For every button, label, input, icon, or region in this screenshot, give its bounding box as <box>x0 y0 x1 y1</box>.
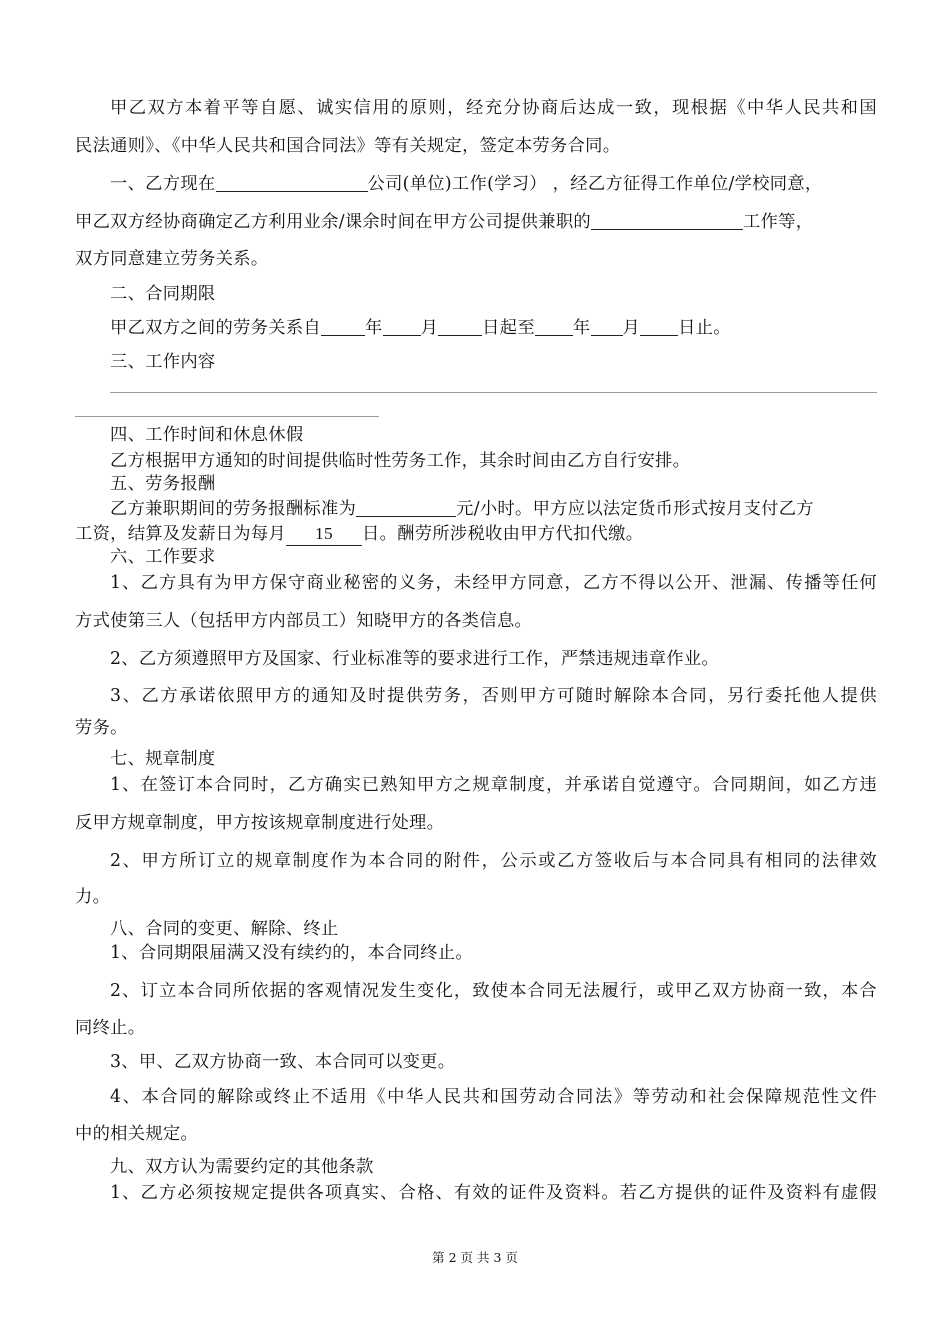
clause1-text-b: 公司(单位)工作(学习） ，经乙方征得工作单位/学校同意， <box>367 174 823 194</box>
clause5-line-2 <box>75 523 877 546</box>
clause8-item3: 3、甲、乙双方协商一致、本合同可以变更。 <box>110 1052 456 1072</box>
term-text-2: 年 <box>364 318 383 338</box>
work-content-blank-line-1 <box>110 392 877 393</box>
intro-line-2: 民法通则》、《中华人民共和国合同法》等有关规定，签定本劳务合同。 <box>75 136 621 156</box>
clause1-text-a: 一、乙方现在 <box>110 174 216 194</box>
clause7-item2-line-2: 力。 <box>75 887 111 907</box>
clause1-text-d: 工作等， <box>742 212 814 232</box>
end-month-blank <box>591 318 623 336</box>
clause1-line-1 <box>110 173 877 195</box>
clause8-item2-line-1: 2、订立本合同所依据的客观情况发生变化，致使本合同无法履行，或甲乙双方协商一致，本合 <box>110 981 877 1001</box>
end-day-blank <box>640 318 678 336</box>
clause6-item3-line-2: 劳务。 <box>75 718 128 738</box>
job-blank <box>591 212 743 230</box>
pay-text-d: 日。酬劳所涉税收由甲方代扣代缴。 <box>361 524 644 544</box>
clause5-heading: 五、劳务报酬 <box>110 474 216 494</box>
pay-text-a: 乙方兼职期间的劳务报酬标准为 <box>110 499 357 519</box>
clause6-item1-line-1: 1、乙方具有为甲方保守商业秘密的义务，未经甲方同意，乙方不得以公开、泄漏、传播等任何 <box>110 573 877 593</box>
term-text-6: 月 <box>622 318 641 338</box>
clause9-item1-line-1: 1、乙方必须按规定提供各项真实、合格、有效的证件及资料。若乙方提供的证件及资料有虚假 <box>110 1183 877 1203</box>
intro-line-1: 甲乙双方本着平等自愿、诚实信用的原则，经充分协商后达成一致，现根据《中华人民共和国 <box>110 98 877 118</box>
page-number-footer: 第 2 页 共 3 页 <box>432 1250 518 1265</box>
term-text-7: 日止。 <box>678 318 731 338</box>
clause4-heading: 四、工作时间和休息休假 <box>110 425 304 445</box>
end-year-blank <box>535 318 573 336</box>
clause4-text: 乙方根据甲方通知的时间提供临时性劳务工作，其余时间由乙方自行安排。 <box>110 451 691 471</box>
clause7-item1-line-2: 反甲方规章制度，甲方按该规章制度进行处理。 <box>75 813 445 833</box>
clause6-heading: 六、工作要求 <box>110 547 216 567</box>
hourly-rate-blank <box>356 499 456 517</box>
start-month-blank <box>383 318 421 336</box>
clause2-heading: 二、合同期限 <box>110 284 216 304</box>
clause2-term-line <box>110 317 877 339</box>
payday-value: 15 <box>286 523 362 546</box>
clause7-item1-line-1: 1、在签订本合同时，乙方确实已熟知甲方之规章制度，并承诺自觉遵守。合同期间，如乙方违 <box>110 775 877 795</box>
start-year-blank <box>321 318 365 336</box>
clause8-item2-line-2: 同终止。 <box>75 1018 146 1038</box>
term-text-3: 月 <box>420 318 439 338</box>
clause7-heading: 七、规章制度 <box>110 749 216 769</box>
clause9-heading: 九、双方认为需要约定的其他条款 <box>110 1157 374 1177</box>
start-day-blank <box>438 318 482 336</box>
clause8-item4-line-1: 4、本合同的解除或终止不适用《中华人民共和国劳动合同法》等劳动和社会保障规范性文件 <box>110 1087 877 1107</box>
clause1-line-2 <box>75 211 877 233</box>
pay-text-b: 元/小时。甲方应以法定货币形式按月支付乙方 <box>456 499 814 519</box>
clause3-heading: 三、工作内容 <box>110 352 216 372</box>
term-text-5: 年 <box>572 318 591 338</box>
term-text-4: 日起至 <box>482 318 535 338</box>
term-text-1: 甲乙双方之间的劳务关系自 <box>110 318 321 338</box>
clause8-item1: 1、合同期限届满又没有续约的，本合同终止。 <box>110 943 473 963</box>
clause6-item2: 2、乙方须遵照甲方及国家、行业标准等的要求进行工作，严禁违规违章作业。 <box>110 649 720 669</box>
clause7-item2-line-1: 2、甲方所订立的规章制度作为本合同的附件，公示或乙方签收后与本合同具有相同的法律效 <box>110 851 877 871</box>
clause1-line-3: 双方同意建立劳务关系。 <box>75 249 269 269</box>
pay-text-c: 工资，结算及发薪日为每月 <box>75 524 286 544</box>
clause1-text-c: 甲乙双方经协商确定乙方利用业余/课余时间在甲方公司提供兼职的 <box>75 212 591 232</box>
clause6-item1-line-2: 方式使第三人（包括甲方内部员工）知晓甲方的各类信息。 <box>75 611 533 631</box>
work-content-blank-line-2 <box>75 416 379 417</box>
clause5-line-1 <box>110 498 877 520</box>
company-blank <box>216 174 368 192</box>
clause8-item4-line-2: 中的相关规定。 <box>75 1124 199 1144</box>
clause8-heading: 八、合同的变更、解除、终止 <box>110 919 339 939</box>
clause6-item3-line-1: 3、乙方承诺依照甲方的通知及时提供劳务，否则甲方可随时解除本合同，另行委托他人提供 <box>110 686 877 706</box>
